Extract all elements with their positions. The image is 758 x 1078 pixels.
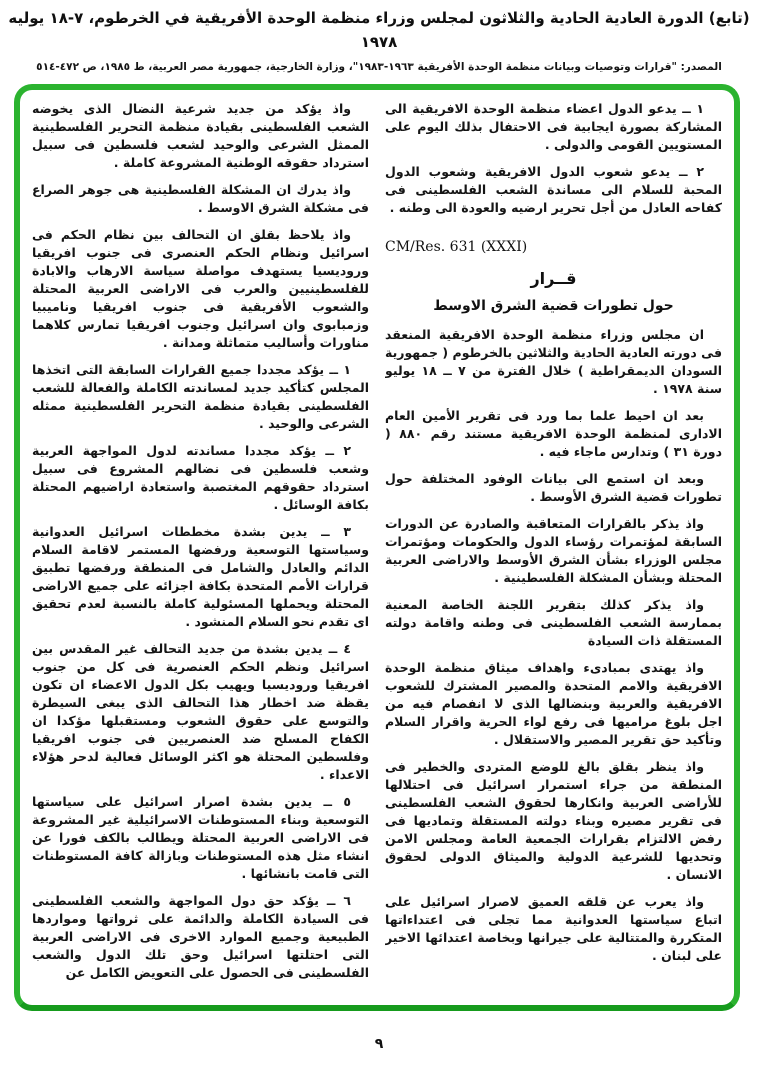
paragraph-right-7: واذ يذكر كذلك بتقرير اللجنة الخاصة المعنية بممارسة الشعب الفلسطينى فى وطنه واقامة دولته المستقلة ذات السيادة — [385, 597, 722, 648]
header-title: (تابع) الدورة العادية الحادية والثلاثون لمجلس وزراء منظمة الوحدة الأفريقية في الخرطوم، ٧-١٨ يوليه ١٩٧٨ — [8, 9, 750, 51]
paragraph-right-3: ان مجلس وزراء منظمة الوحدة الافريقية المنعقد فى دورته العادية الحادية والثلاثين بالخرطوم ( جمهورية السودان الديمقراطية ) خلال الفترة من ٧ ــ ١٨ يوليو سنة ١٩٧٨ . — [385, 327, 722, 396]
paragraph-left-9: ٦ ــ يؤكد حق دول المواجهة والشعب الفلسطينى فى السيادة الكاملة والدائمة على ثرواتها ومواردها الطبيعية وجميع الموارد الاخرى فى الاراضى العربية التى احتلتها اسرائيل وحق تلك الدول والشعب الفلسطينى فى الحصول على التعويض الكامل عن — [32, 893, 369, 980]
paragraph-right-5: وبعد ان استمع الى بيانات الوفود المختلفة حول تطورات قضية الشرق الأوسط . — [385, 471, 722, 504]
paragraph-left-8: ٥ ــ يدين بشدة اصرار اسرائيل على سياستها التوسعية وبناء المستوطنات الاسرائيلية غير المشروعة فى الاراضى العربية المحتلة ويطالب بالكف فورا عن انشاء مثل هذه المستوطنات وبازالة كافة المستوطنات التى قامت بانشائها . — [32, 794, 369, 881]
paragraph-right-10: واذ يعرب عن قلقه العميق لاصرار اسرائيل على اتباع سياستها العدوانية مما تجلى فى اعتداءاتها المتكررة والمتتالية على جيرانها وبخاصة اعتدائها الاخير على لبنان . — [385, 894, 722, 963]
paragraph-left-1: واذ يؤكد من جديد شرعية النضال الذى يخوضه الشعب الفلسطينى بقيادة منظمة التحرير الفلسطينية الممثل الشرعى والوحيد لشعب فلسطين فى سبيل استرداد حقوقه الوطنية المشروعة كاملة . — [32, 101, 369, 170]
paragraph-left-5: ٢ ــ يؤكد مجددا مساندته لدول المواجهة العربية وشعب فلسطين فى نضالهم المشروع فى سبيل استرداد حقوقهم المغتصبة واستعادة اراضيهم المحتلة بكافة الوسائل . — [32, 443, 369, 512]
paragraph-right-1: ١ ــ يدعو الدول اعضاء منظمة الوحدة الافريقية الى المشاركة بصورة ايجابية فى الاحتفال بذلك اليوم على المستويين القومى والدولى . — [385, 101, 722, 152]
column-left — [32, 100, 369, 995]
paragraph-left-7: ٤ ــ يدين بشدة من جديد التحالف غير المقدس بين اسرائيل ونظم الحكم العنصرية فى كل من جنوب افريقيا وروديسيا ويهيب بكل الدول الاعضاء ان تكون يقظة ضد اخطار هذا التحالف الذى يبغى السيطرة والتوسع على حقوق الشعوب ومستقبلها مؤكدا ان الكفاح المسلح ضد العنصريين فى جنوب افريقيا وفلسطين المحتلة هو اكثر الوسائل فعالية لدحر هؤلاء الاعداء . — [32, 641, 369, 782]
header-source-line: المصدر: "قرارات وتوصيات وبيانات منظمة الوحدة الأفريقية ١٩٦٣-١٩٨٣"، وزارة الخارجية، جمهورية مصر العربية، ط ١٩٨٥، ص ٤٧٢-٥١٤ — [36, 61, 722, 73]
paragraph-left-2: واذ يدرك ان المشكلة الفلسطينية هى جوهر الصراع فى مشكلة الشرق الاوسط . — [32, 182, 369, 215]
page-number: ٩ — [374, 1036, 384, 1052]
resolution-title: قــرار — [530, 269, 577, 288]
paragraph-left-3: واذ يلاحظ بقلق ان التحالف بين نظام الحكم فى اسرائيل ونظام الحكم العنصرى فى جنوب افريقيا وروديسيا يستهدف مواصلة سياسة الارهاب والابادة للفلسطينيين والعرب فى الاراضى العربية المحتلة والشعوب الأفريقية فى جنوب افريقيا وناميبيا وزمبابوى وان اسرائيل وجنوب افريقيا تمارس كلاهما مناورات وأساليب متماثلة ومدانة . — [32, 227, 369, 350]
column-right — [385, 100, 722, 995]
resolution-subtitle: حول تطورات قضية الشرق الاوسط — [433, 298, 674, 314]
paragraph-right-6: واذ يذكر بالقرارات المتعاقبة والصادرة عن الدورات السابقة لمؤتمرات رؤساء الدول والحكومات ومؤتمرات مجلس الوزراء بشأن الشرق الأوسط والاراضى العربية المحتلة وبشأن المشكلة الفلسطينية . — [385, 516, 722, 585]
paragraph-right-4: بعد ان احيط علما بما ورد فى تقرير الأمين العام الادارى لمنظمة الوحدة الافريقية مستند رقم ٨٨٠ ( دورة ٣١ ) وتدارس ماجاء فيه . — [385, 408, 722, 459]
paragraph-right-9: واذ ينظر بقلق بالغ للوضع المتردى والخطير فى المنطقة من جراء استمرار اسرائيل فى احتلالها للأراضى العربية وانكارها لحقوق الشعب الفلسطينى فى تقرير مصيره وبناء دولته المستقلة وتماديها فى رفض الالتزام بقرارات الجمعية العامة ومجلس الامن وتحديها للشرعية الدولية والميثاق الدولى لحقوق الانسان . — [385, 759, 722, 882]
paragraph-right-2: ٢ ــ يدعو شعوب الدول الافريقية وشعوب الدول المحبة للسلام الى مساندة الشعب الفلسطينى فى كفاحه العادل من أجل تحرير ارضيه والعودة الى وطنه . — [385, 164, 722, 215]
paragraph-left-6: ٣ ــ يدين بشدة مخططات اسرائيل العدوانية وسياستها التوسعية ورفضها المستمر لاقامة السلام الدائم والعادل والشامل فى المنطقة ورفضها تطبيق قرارات الأمم المتحدة بكافة اجزائه على جميع الاراضى المحتلة ويحملها المسئولية كاملة بالنسبة لعدم تحقيق اى تقدم نحو السلام المنشود . — [32, 524, 369, 629]
resolution-reference: CM/Res. 631 (XXXI) — [385, 239, 528, 255]
content-border-box — [14, 84, 740, 1011]
paragraph-left-4: ١ ــ يؤكد مجددا جميع القرارات السابقة التى اتخذها المجلس كتأكيد جديد لمساندته الكاملة والفعالة للشعب الفلسطينى بقيادة منظمة التحرير الفلسطينية ممثله الشرعى والوحيد . — [32, 362, 369, 431]
paragraph-right-8: واذ يهتدى بمبادىء واهداف ميثاق منظمة الوحدة الافريقية والامم المتحدة والمصير المشترك للشعوب الافريقية والعربية وبنضالها الذى لا انفصام فيه من اجل بلوغ مراميها فى رفع لواء الحرية واقرار السلام وتأكيد حق تقرير المصير والاستقلال . — [385, 660, 722, 747]
document-header — [6, 6, 752, 75]
